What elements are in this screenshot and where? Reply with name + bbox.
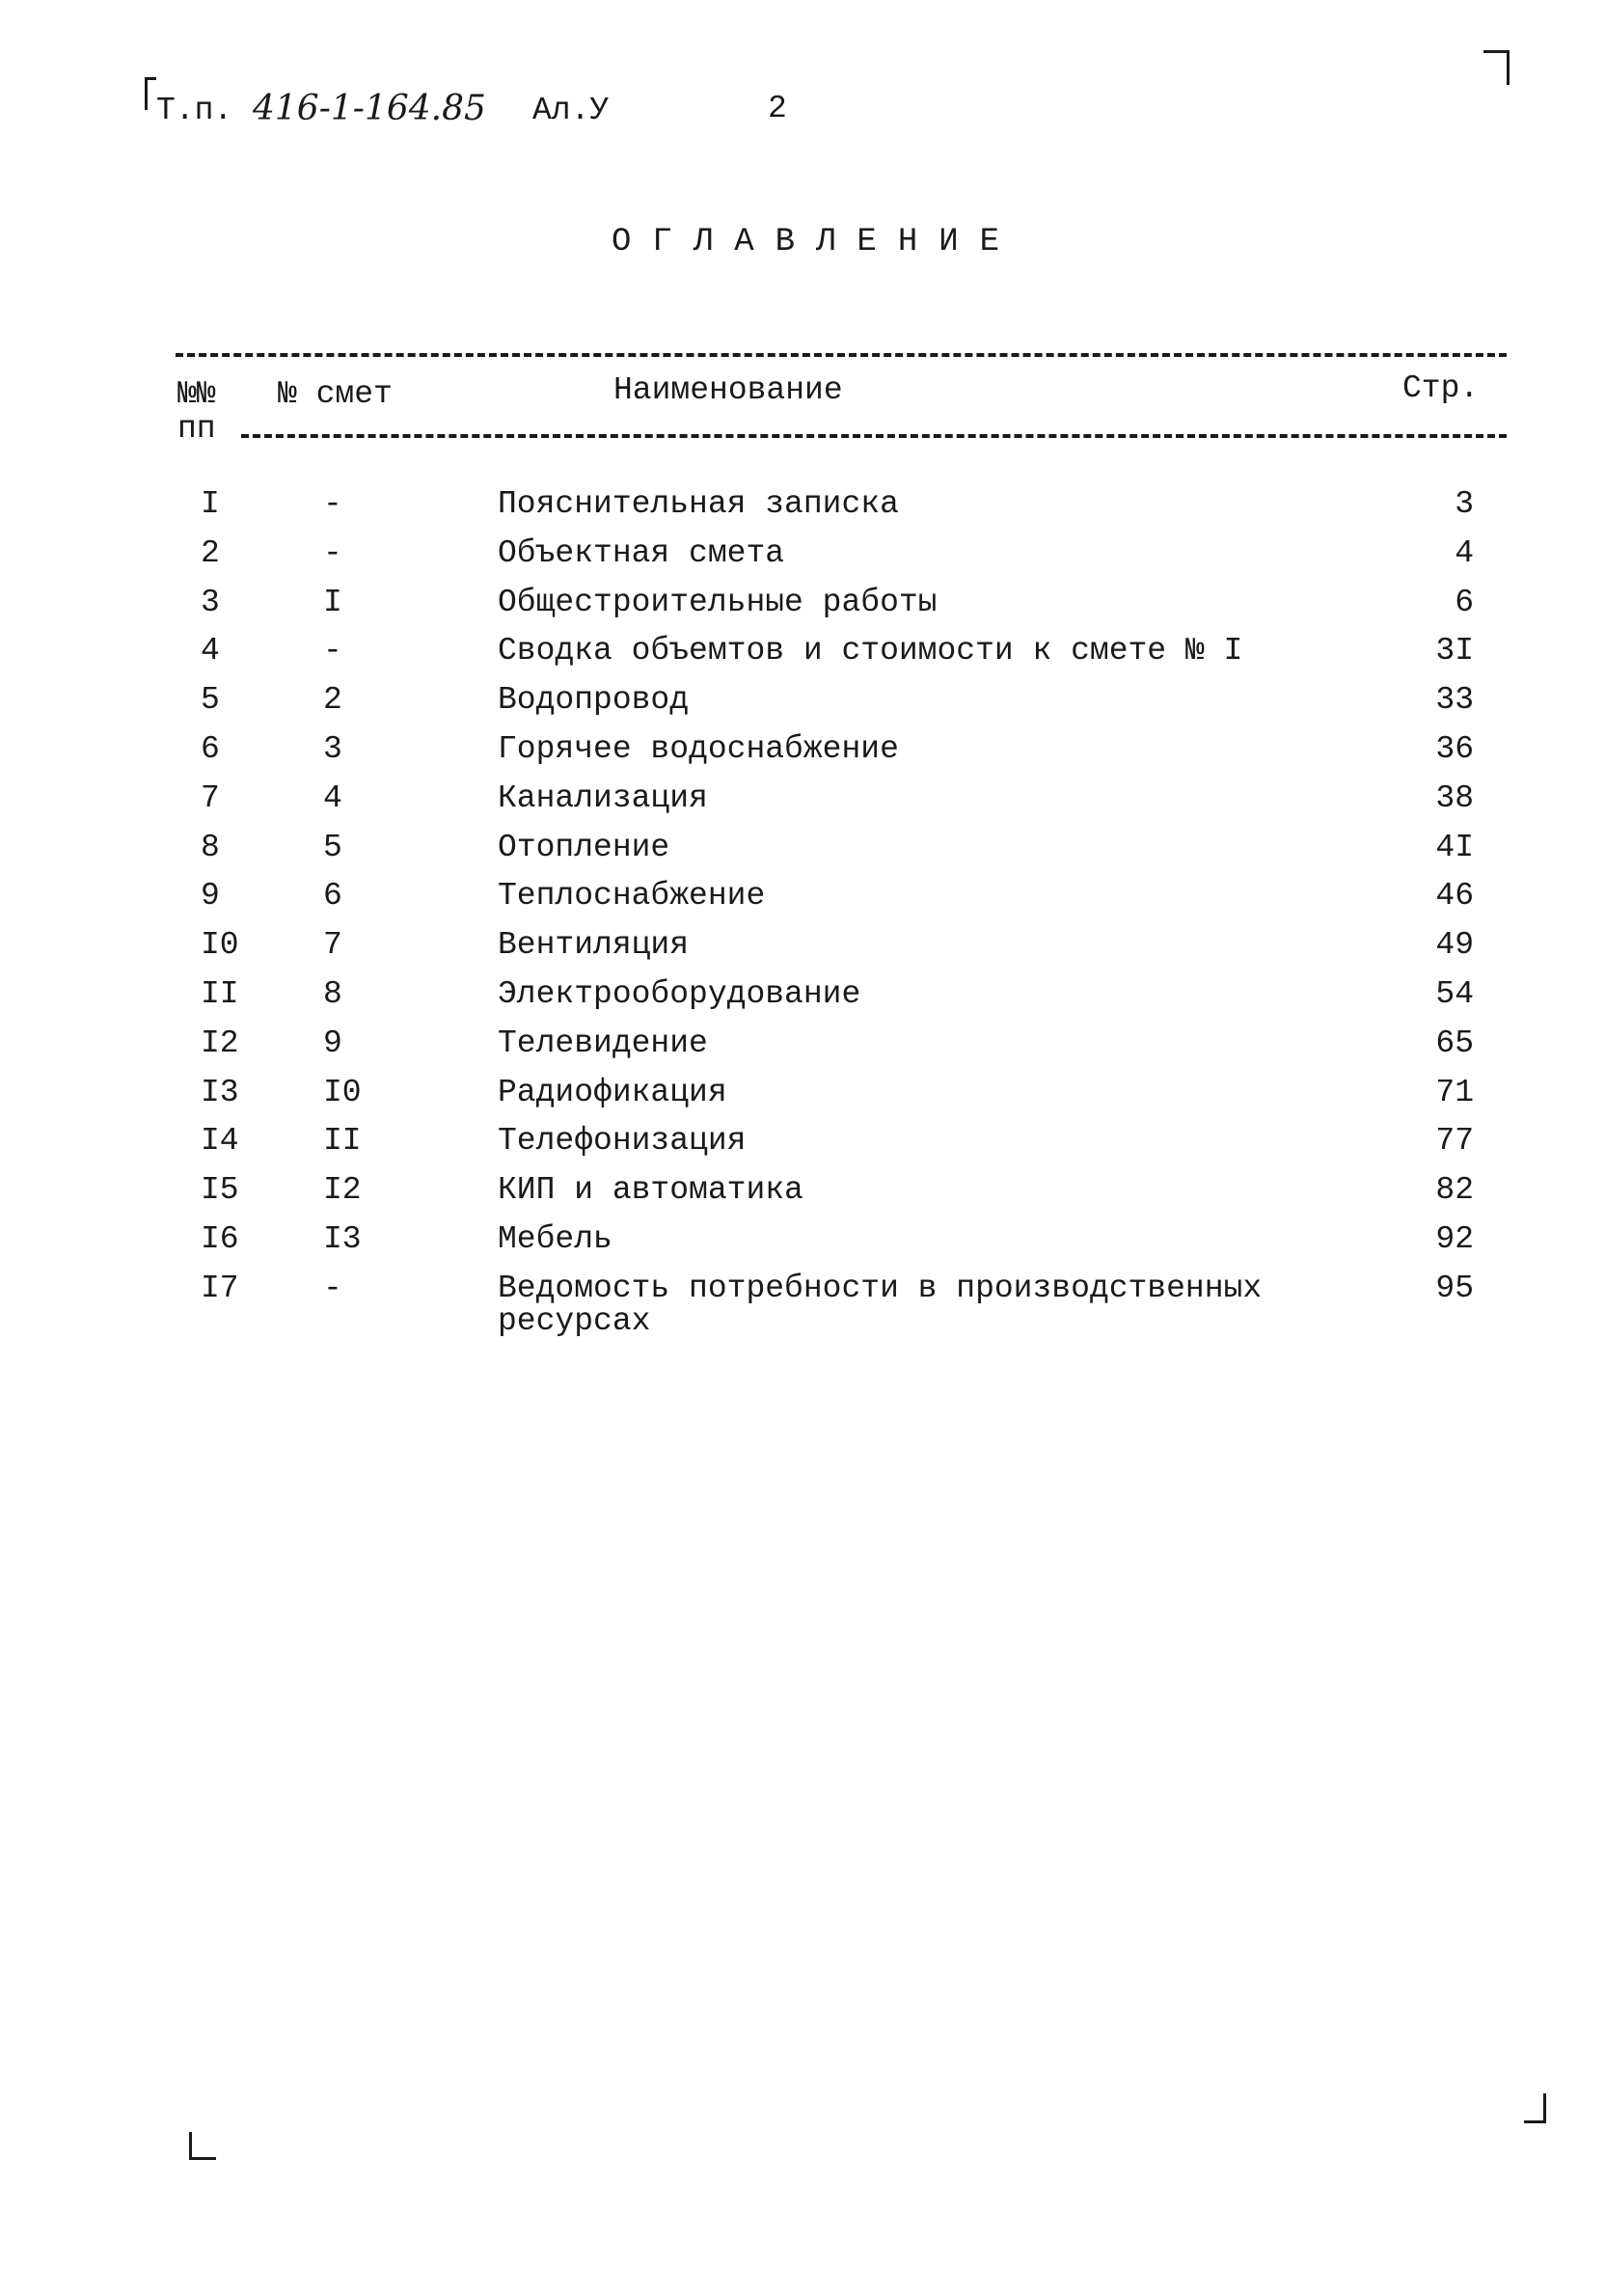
row-num: I4: [201, 1123, 239, 1160]
album-label: Ал.У: [532, 93, 610, 128]
row-estimate: -: [323, 633, 342, 670]
row-name: Пояснительная записка: [498, 486, 899, 522]
row-num: I3: [201, 1074, 239, 1110]
corner-mark-bottom-left-h: [189, 2157, 216, 2160]
row-name: Отопление: [498, 829, 670, 865]
col-header-estimate: № смет: [278, 376, 393, 412]
row-page: 3: [1455, 486, 1474, 522]
row-estimate: 2: [323, 682, 342, 719]
page-number: 2: [768, 91, 787, 126]
row-num: 3: [201, 584, 220, 620]
corner-mark-top-right-v: [1507, 50, 1510, 85]
row-estimate: -: [323, 486, 342, 522]
row-num: I6: [201, 1221, 239, 1257]
row-num: I: [201, 486, 220, 522]
table-row: [0, 584, 1605, 636]
row-num: 2: [201, 534, 220, 571]
table-row: [0, 829, 1605, 881]
row-estimate: 8: [323, 976, 342, 1012]
row-estimate: I0: [323, 1074, 362, 1110]
row-name: Общестроительные работы: [498, 584, 938, 620]
row-name: Канализация: [498, 779, 708, 816]
row-estimate: I3: [323, 1221, 362, 1257]
row-num: I7: [201, 1270, 239, 1306]
row-estimate: -: [323, 1270, 342, 1306]
table-header-rule: [241, 434, 1507, 438]
table-row: [0, 880, 1605, 929]
row-estimate: 6: [323, 878, 342, 915]
row-page: 71: [1435, 1074, 1474, 1110]
table-row: [0, 534, 1605, 587]
table-row: [0, 779, 1605, 832]
row-page: 49: [1435, 927, 1474, 964]
row-num: 6: [201, 731, 220, 767]
corner-mark-bottom-left: [189, 2132, 192, 2159]
row-page: 54: [1435, 976, 1474, 1012]
row-name: Телевидение: [498, 1025, 708, 1061]
row-name: Вентиляция: [498, 927, 690, 964]
row-name: Электрооборудование: [498, 976, 861, 1012]
row-page: 6: [1455, 584, 1474, 620]
row-page: 77: [1435, 1123, 1474, 1160]
table-row: [0, 1027, 1605, 1077]
row-name: Телефонизация: [498, 1123, 747, 1160]
row-name: Водопровод: [498, 682, 690, 719]
row-name: Радиофикация: [498, 1074, 727, 1110]
row-estimate: I: [323, 584, 342, 620]
row-name: КИП и автоматика: [498, 1172, 803, 1209]
row-name: Ведомость потребности в производственных: [498, 1270, 1263, 1306]
row-num: I5: [201, 1172, 239, 1209]
row-num: 8: [201, 829, 220, 865]
row-page: 36: [1435, 731, 1474, 767]
corner-mark-bottom-right-h: [1524, 2120, 1546, 2123]
row-page: 33: [1435, 682, 1474, 719]
row-page: 92: [1435, 1221, 1474, 1257]
doc-prefix: Т.п.: [156, 93, 233, 128]
row-num: I2: [201, 1025, 239, 1061]
col-header-page: Стр.: [1402, 370, 1480, 406]
row-estimate: 9: [323, 1025, 342, 1061]
table-row: [0, 1223, 1605, 1272]
row-estimate: 3: [323, 731, 342, 767]
corner-mark-top-left: [145, 77, 148, 110]
row-page: 95: [1435, 1270, 1474, 1306]
row-num: 7: [201, 779, 220, 816]
row-page: 46: [1435, 878, 1474, 915]
row-estimate: 7: [323, 927, 342, 964]
row-name: Мебель: [498, 1221, 612, 1257]
table-row: [0, 1125, 1605, 1174]
col-header-name: Наименование: [613, 372, 843, 408]
row-num: 5: [201, 682, 220, 719]
table-row: [0, 1074, 1605, 1126]
table-row: [0, 978, 1605, 1027]
table-top-rule: [176, 353, 1507, 357]
row-page: 3I: [1435, 633, 1474, 670]
row-estimate: -: [323, 534, 342, 571]
row-name: Горячее водоснабжение: [498, 731, 899, 767]
table-row: [0, 1174, 1605, 1223]
row-num: 4: [201, 633, 220, 670]
corner-mark-bottom-right: [1543, 2093, 1546, 2122]
row-name-continued: ресурсах: [498, 1302, 651, 1339]
row-page: 82: [1435, 1172, 1474, 1209]
row-num: II: [201, 976, 239, 1012]
page-title: ОГЛАВЛЕНИЕ: [612, 224, 1021, 260]
row-page: 4: [1455, 534, 1474, 571]
row-estimate: 5: [323, 829, 342, 865]
col-header-num-sub: пп: [177, 411, 216, 447]
row-page: 4I: [1435, 829, 1474, 865]
table-row: [0, 488, 1605, 537]
row-page: 65: [1435, 1025, 1474, 1061]
row-estimate: II: [323, 1123, 362, 1160]
table-row: [0, 929, 1605, 978]
row-num: 9: [201, 878, 220, 915]
corner-mark-top-left-h: [145, 77, 156, 80]
row-estimate: I2: [323, 1172, 362, 1209]
row-name: Объектная смета: [498, 534, 785, 571]
table-row: [0, 733, 1605, 782]
row-name: Теплоснабжение: [498, 878, 766, 915]
col-header-num: №№: [177, 376, 216, 412]
table-row: [0, 1270, 1605, 1339]
row-estimate: 4: [323, 779, 342, 816]
row-name: Сводка объемтов и стоимости к смете № I: [498, 633, 1243, 670]
table-row: [0, 684, 1605, 733]
table-row: [0, 635, 1605, 684]
row-page: 38: [1435, 779, 1474, 816]
doc-number-handwritten: 416-1-164.85: [253, 89, 486, 128]
corner-mark-top-right: [1483, 50, 1507, 53]
row-num: I0: [201, 927, 239, 964]
